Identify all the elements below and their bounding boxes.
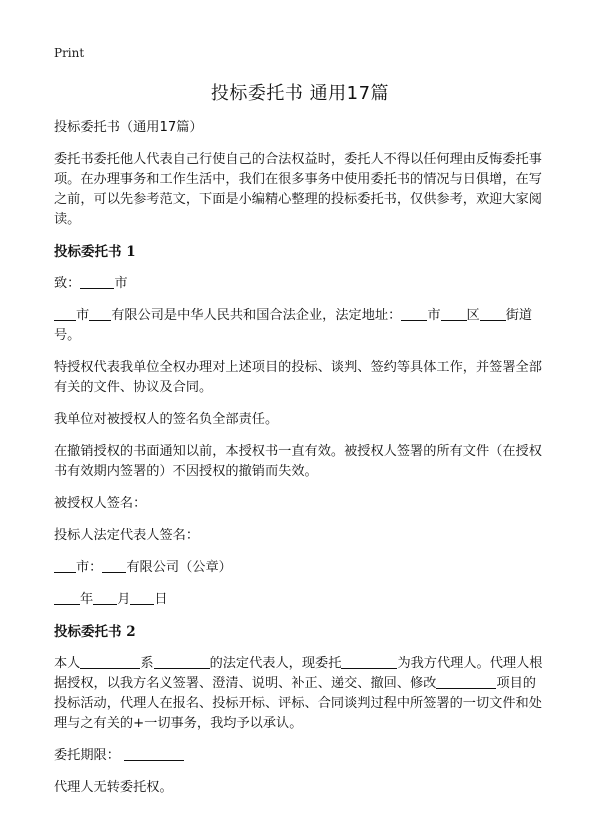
proxy-text: 为我方代理人。代理人根据授权，以我方名义签署、澄清、说明、补正、递交、撤回、修改 bbox=[54, 656, 543, 691]
blank-field bbox=[54, 306, 76, 321]
proxy-text: 本人 bbox=[54, 656, 81, 671]
grantee-signature-line: 被授权人签名： bbox=[54, 496, 147, 511]
blank-field bbox=[54, 590, 80, 605]
blank-field bbox=[124, 746, 184, 761]
blank-field bbox=[436, 674, 496, 689]
responsibility-paragraph: 我单位对被授权人的签名负全部责任。 bbox=[54, 412, 279, 427]
date-text: 年 bbox=[80, 592, 94, 607]
addressee-prefix: 致： bbox=[54, 276, 81, 291]
validity-paragraph: 在撤销授权的书面通知以前，本授权书一直有效。被授权人签署的所有文件（在授权书有效期内签署的）不因授权的撤销而失效。 bbox=[54, 444, 542, 479]
proxy-paragraph bbox=[54, 654, 548, 734]
proxy-text: 系 bbox=[140, 656, 154, 671]
company-text: 街道号。 bbox=[54, 308, 533, 343]
document-subtitle: 投标委托书（通用17篇） bbox=[54, 120, 203, 135]
authorization-paragraph: 特授权代表我单位全权办理对上述项目的投标、谈判、签约等具体工作，并签署全部有关的文件、协议及合同。 bbox=[54, 360, 542, 395]
company-text: 市 bbox=[427, 308, 441, 323]
date-text: 月 bbox=[117, 592, 131, 607]
blank-field bbox=[341, 654, 397, 669]
blank-field bbox=[154, 654, 210, 669]
stamp-text: 市： bbox=[76, 560, 103, 575]
blank-field bbox=[89, 306, 111, 321]
stamp-text: 有限公司（公章） bbox=[126, 560, 232, 575]
term-label: 委托期限： bbox=[54, 748, 120, 763]
company-text: 有限公司是中华人民共和国合法企业，法定地址： bbox=[111, 308, 402, 323]
addressee-suffix: 市 bbox=[114, 276, 128, 291]
blank-field bbox=[102, 558, 126, 573]
company-text: 市 bbox=[76, 308, 90, 323]
intro-paragraph: 委托书委托他人代表自己行使自己的合法权益时，委托人不得以任何理由反悔委托事项。在办理事务和工作生活中，我们在很多事务中使用委托书的情况与日俱增，在写之前，可以先参考范文，下面是小编精心整理的投标委托书，仅供参考，欢迎大家阅读。 bbox=[54, 152, 542, 227]
legal-rep-signature-line: 投标人法定代表人签名： bbox=[54, 528, 200, 543]
date-line bbox=[54, 590, 548, 610]
term-line bbox=[54, 746, 548, 766]
blank-field bbox=[480, 306, 506, 321]
page-title: 投标委托书 通用17篇 bbox=[210, 83, 390, 104]
blank-field bbox=[441, 306, 467, 321]
section-2-heading: 投标委托书 2 bbox=[54, 624, 136, 640]
blank-field bbox=[54, 558, 76, 573]
print-label: Print bbox=[54, 46, 85, 60]
company-text: 区 bbox=[466, 308, 480, 323]
section-1-heading: 投标委托书 1 bbox=[54, 244, 136, 260]
date-text: 日 bbox=[154, 592, 168, 607]
no-subdelegation-paragraph: 代理人无转委托权。 bbox=[54, 780, 173, 795]
proxy-text: 的法定代表人，现委托 bbox=[209, 656, 342, 671]
proxy-text: 项目的投标活动，代理人在报名、投标开标、评标、合同谈判过程中所签署的一切文件和处理与之有关的+一切事务，我均予以承认。 bbox=[54, 676, 542, 731]
document-body bbox=[54, 118, 548, 798]
blank-field bbox=[80, 654, 140, 669]
blank-field bbox=[401, 306, 427, 321]
addressee-line bbox=[54, 274, 548, 294]
blank-field bbox=[130, 590, 154, 605]
blank-field bbox=[80, 274, 114, 289]
stamp-line bbox=[54, 558, 548, 578]
company-paragraph bbox=[54, 306, 548, 346]
blank-field bbox=[93, 590, 117, 605]
